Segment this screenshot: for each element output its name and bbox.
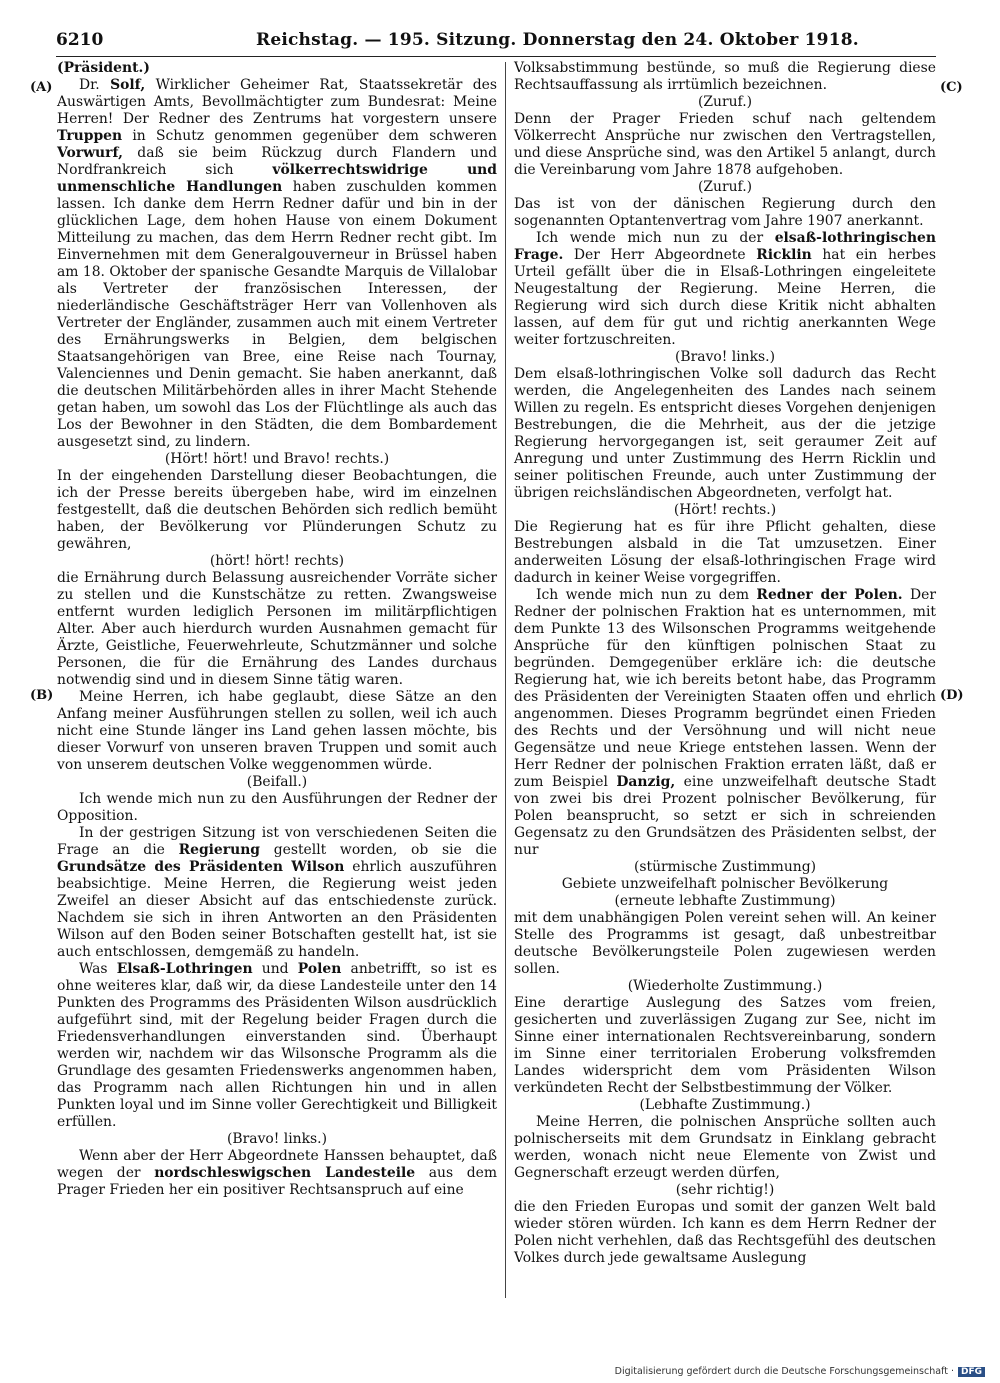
interjection: (Bravo! links.) [227,1131,327,1147]
speaker-label: (Präsident.) [57,60,150,76]
margin-marker-c: (C) [940,80,963,95]
interjection: (Zuruf.) [697,94,753,110]
interjection: (stürmische Zustimmung) [633,859,817,875]
paragraph: Was Elsaß-Lothringen und Polen anbetrifft, so ist es ohne weiteres klar, daß wir, da diese Landesteile unter den 14 Punkten des Programms des Präsidenten Wilson ausdrücklich aufgeführt sind, mit der Regelung beider Fragen durch die Friedensverhandlungen einverstanden sind. Überhaupt werden wir, nachdem wir das Wilsonsche Programm als die Grundlage des gesamten Friedenswerks angenommen haben, das Programm nach allen Richtungen hin und in allen Punkten loyal und im Sinne voller Gerechtigkeit und Billigkeit erfüllen. [57,961,497,1130]
paragraph: Eine derartige Auslegung des Satzes vom freien, gesicherten und zuverlässigen Zugang zur See, nicht im Sinne einer internationalen Rechtsvereinbarung, sondern im Sinne einer territorialen Eroberung volksfremden Landes widerspricht dem vom Präsidenten Wilson verkündeten Recht der Selbstbestimmung der Völker. [514,995,936,1096]
paragraph: Ich wende mich nun zu dem Redner der Polen. Der Redner der polnischen Fraktion hat es unternommen, mit dem Punkte 13 des Wilsonschen Programms weitgehende Ansprüche für den künftigen polnischen Staat zu begründen. Demgegenüber erkläre ich: die deutsche Regierung hat, wie ich bereits betont habe, das Programm des Präsidenten der Vereinigten Staaten offen und ehrlich angenommen. Dieses Programm begründet einen Frieden des Rechts und der Versöhnung und will nicht neue Gegensätze und neue Kriege entstehen lassen. Wenn der Herr Redner der polnischen Fraktion erraten läßt, daß er zum Beispiel Danzig, eine unzweifelhaft deutsche Stadt von zwei bis drei Prozent polnischer Bevölkerung, für Polen beansprucht, so setzt er sich in schreienden Gegensatz zu den Grundsätzen des Präsidenten selbst, der nur [514,587,937,858]
column-divider [505,62,506,1298]
paragraph: die Ernährung durch Belassung ausreichender Vorräte sicher zu stellen und die Kunstschätze zu retten. Zwangsweise entfernt wurden lediglich Personen im militärpflichtigen Alter. Aber auch hierdurch wurden Ausnahmen gemacht für Ärzte, Geistliche, Feuerwehrleute, Schutzmänner und solche Personen, die für die Ernährung des Landes durchaus notwendig sind und in diesem Sinne tätig waren. [57,570,497,688]
page-header [56,30,936,56]
paragraph: die den Frieden Europas und somit der ganzen Welt bald wieder stören würden. Ich kann es dem Herrn Redner der Polen nicht verhehlen, daß das Rechtsgefühl des deutschen Volkes durch jede gewaltsame Auslegung [514,1199,936,1266]
paragraph: Wenn aber der Herr Abgeordnete Hanssen behauptet, daß wegen der nordschleswigschen Landesteile aus dem Prager Frieden her ein positiver Rechtsanspruch auf eine [57,1148,497,1198]
interjection: (Lebhafte Zustimmung.) [639,1097,811,1113]
paragraph: Das ist von der dänischen Regierung durch den sogenannten Optantenvertrag vom Jahre 1907 anerkannt. [514,196,936,229]
paragraph: mit dem unabhängigen Polen vereint sehen will. An keiner Stelle des Programms ist gesagt, daß unbestreitbar deutsche Bevölkerungsteile Polen zugewiesen werden sollen. [514,910,936,977]
interjection: (Bravo! links.) [675,349,775,365]
paragraph: Denn der Prager Frieden schuf nach geltendem Völkerrecht Ansprüche nur zwischen den Vertragstellen, und diese Ansprüche sind, was den Artikel 5 anlangt, durch die Vereinbarung vom Jahre 1878 aufgehoben. [514,111,936,178]
interjection: (Hört! rechts.) [673,502,777,518]
margin-marker-b: (B) [30,688,54,703]
margin-marker-a: (A) [30,80,53,95]
interjection: (Beifall.) [246,774,308,790]
paragraph: Dr. Solf, Wirklicher Geheimer Rat, Staatssekretär des Auswärtigen Amts, Bevollmächtigter zum Bundesrat: Meine Herren! Der Redner des Zentrums hat vorgestern unsere Truppen in Schutz genommen gegenüber dem schweren Vorwurf, daß sie beim Rückzug durch Flandern und Nordfrankreich sich völkerrechtswidrige und unmenschliche Handlungen haben zuschulden kommen lassen. Ich danke dem Herrn Redner dafür und bin in der glücklichen Lage, dem hohen Hause von einem Dokument Mitteilung zu machen, das dem Herrn Redner recht gibt. Im Einvernehmen mit dem Generalgouverneur in Brüssel haben am 18. Oktober der spanische Gesandte Marquis de Villalobar als Vertreter der französischen Interessen, der niederländische Geschäftsträger Herr van Vollenhoven als Vertreter der Engländer, zusammen auch mit einem Vertreter des Ernährungswerks in Belgien, dem belgischen Staatsangehörigen van Bree, eine Reise nach Tournay, Valenciennes und Denin gemacht. Sie haben anerkannt, daß die deutschen Militärbehörden alles in ihrer Macht Stehende getan haben, um sowohl das Los der Flüchtlinge als auch das Los der Bewohner in den Städten, die dem Bombardement ausgesetzt sind, zu lindern. [57,77,498,450]
interjection: (Zuruf.) [697,179,753,195]
digitization-footer [595,1366,985,1380]
right-column [514,60,936,1267]
interjection: (Hört! hört! und Bravo! rechts.) [164,451,390,467]
paragraph: In der eingehenden Darstellung dieser Beobachtungen, die ich der Presse bereits übergeben habe, wird im einzelnen festgestellt, daß die deutschen Behörden sich redlich bemüht haben, der Bevölkerung vor Plünderungen Schutz zu gewähren, [57,468,497,552]
interjection: (hört! hört! rechts) [209,553,345,569]
header-rule [56,56,936,57]
page-number: 6210 [56,30,104,50]
left-column [57,60,497,1199]
interjection: (Wiederholte Zustimmung.) [627,978,823,994]
margin-marker-d: (D) [940,688,964,703]
paragraph: Die Regierung hat es für ihre Pflicht gehalten, diese Bestrebungen alsbald in die Tat umzusetzen. Einer anderweiten Lösung der elsaß-lothringischen Frage wird dadurch in keiner Weise vorgegriffen. [514,519,936,586]
paragraph: In der gestrigen Sitzung ist von verschiedenen Seiten die Frage an die Regierung gestellt worden, ob sie die Grundsätze des Präsidenten Wilson ehrlich auszuführen beabsichtige. Meine Herren, die Regierung weist jeden Zweifel an dieser Absicht auf das entschiedenste zurück. Nachdem sie sich in ihren Antworten an den Präsidenten Wilson auf den Boden seiner Botschaften gestellt hat, ist sie auch entschlossen, demgemäß zu handeln. [57,825,497,960]
running-title: Reichstag. — 195. Sitzung. Donnerstag den 24. Oktober 1918. [256,30,859,50]
paragraph: Meine Herren, ich habe geglaubt, diese Sätze an den Anfang meiner Ausführungen stellen zu sollen, weil ich auch nicht eine Stunde länger ins Land gehen lassen möchte, bis dieser Vorwurf von unseren braven Truppen und somit auch von unserem deutschen Volke weggenommen würde. [57,689,497,773]
dfg-logo: DFG [958,1367,985,1377]
paragraph: Meine Herren, die polnischen Ansprüche sollten auch polnischerseits mit dem Grundsatz in Einklang gebracht werden, wonach nicht neue Elemente von Zwist und Gegnerschaft erzeugt werden dürfen, [514,1114,936,1181]
paragraph: Ich wende mich nun zu den Ausführungen der Redner der Opposition. [57,791,497,824]
paragraph: Dem elsaß-lothringischen Volke soll dadurch das Recht werden, die Angelegenheiten des Landes nach seinem Willen zu regeln. Es entspricht dieses Vorgehen denjenigen Bestrebungen, die die Mehrheit, aus der die jetzige Regierung hervorgegangen ist, seit geraumer Zeit auf Anregung und unter Zustimmung des Herrn Ricklin und seiner politischen Freunde, auch unter Zustimmung der übrigen reichsländischen Abgeordneten, verfolgt hat. [514,366,936,501]
footer-text: Digitalisierung gefördert durch die Deutsche Forschungsgemeinschaft · [614,1366,954,1377]
paragraph: Volksabstimmung bestünde, so muß die Regierung diese Rechtsauffassung als irrtümlich bezeichnen. [514,60,936,93]
paragraph: Ich wende mich nun zu der elsaß-lothringischen Frage. Der Herr Abgeordnete Ricklin hat ein herbes Urteil gefällt über die in Elsaß-Lothringen eingeleitete Neugestaltung der Regierung. Meine Herren, die Regierung wird sich durch diese Kritik nicht abhalten lassen, auf dem für gut und richtig anerkannten Wege weiter fortzuschreiten. [514,230,936,348]
interjection: (erneute lebhafte Zustimmung) [614,893,836,909]
quoted-line: Gebiete unzweifelhaft polnischer Bevölkerung [561,876,889,892]
interjection: (sehr richtig!) [675,1182,775,1198]
